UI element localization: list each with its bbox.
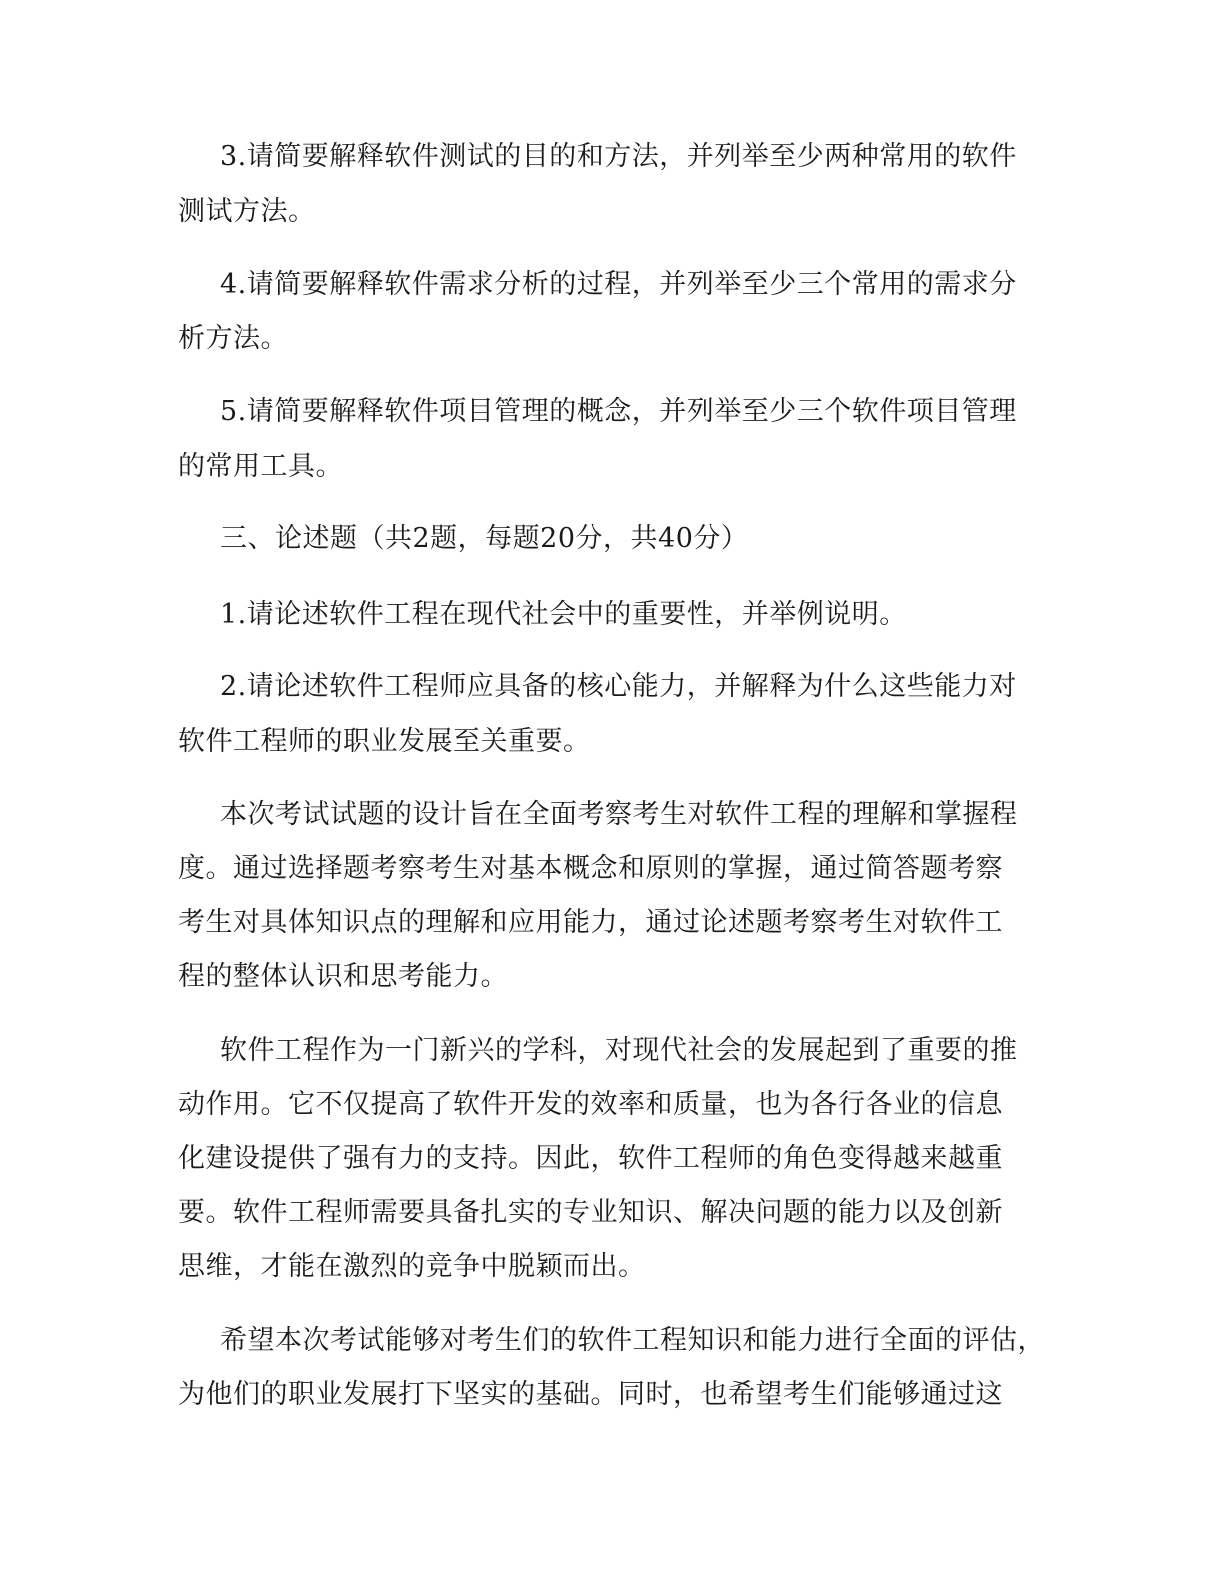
paragraph-2-line-4: 要。软件工程师需要具备扎实的专业知识、解决问题的能力以及创新 <box>178 1197 1003 1228</box>
paragraph-2-line-2: 动作用。它不仅提高了软件开发的效率和质量，也为各行各业的信息 <box>178 1089 1003 1120</box>
paragraph-1-line-2: 度。通过选择题考察考生对基本概念和原则的掌握，通过简答题考察 <box>178 853 1003 884</box>
paragraph-3-line-2: 为他们的职业发展打下坚实的基础。同时，也希望考生们能够通过这 <box>178 1379 1003 1410</box>
section-heading-essay: 三、论述题（共2题，每题20分，共40分） <box>220 523 749 554</box>
question-5-line-2: 的常用工具。 <box>178 451 343 482</box>
question-4-line-1: 4.请简要解释软件需求分析的过程，并列举至少三个常用的需求分 <box>220 269 1017 300</box>
paragraph-2-line-1: 软件工程作为一门新兴的学科，对现代社会的发展起到了重要的推 <box>220 1035 1018 1066</box>
paragraph-1-line-1: 本次考试试题的设计旨在全面考察考生对软件工程的理解和掌握程 <box>220 799 1018 830</box>
paragraph-1-line-3: 考生对具体知识点的理解和应用能力，通过论述题考察考生对软件工 <box>178 907 1003 938</box>
question-4-line-2: 析方法。 <box>178 323 288 354</box>
essay-question-2-line-2: 软件工程师的职业发展至关重要。 <box>178 726 591 757</box>
paragraph-2-line-3: 化建设提供了强有力的支持。因此，软件工程师的角色变得越来越重 <box>178 1143 1003 1174</box>
paragraph-2-line-5: 思维，才能在激烈的竞争中脱颖而出。 <box>178 1251 646 1282</box>
essay-question-1: 1.请论述软件工程在现代社会中的重要性，并举例说明。 <box>220 599 907 630</box>
essay-question-2-line-1: 2.请论述软件工程师应具备的核心能力，并解释为什么这些能力对 <box>220 671 1017 702</box>
paragraph-3-line-1: 希望本次考试能够对考生们的软件工程知识和能力进行全面的评估， <box>220 1325 1045 1356</box>
question-3-line-2: 测试方法。 <box>178 196 316 227</box>
paragraph-1-line-4: 程的整体认识和思考能力。 <box>178 961 508 992</box>
question-3-line-1: 3.请简要解释软件测试的目的和方法，并列举至少两种常用的软件 <box>220 141 1017 172</box>
question-5-line-1: 5.请简要解释软件项目管理的概念，并列举至少三个软件项目管理 <box>220 396 1017 427</box>
